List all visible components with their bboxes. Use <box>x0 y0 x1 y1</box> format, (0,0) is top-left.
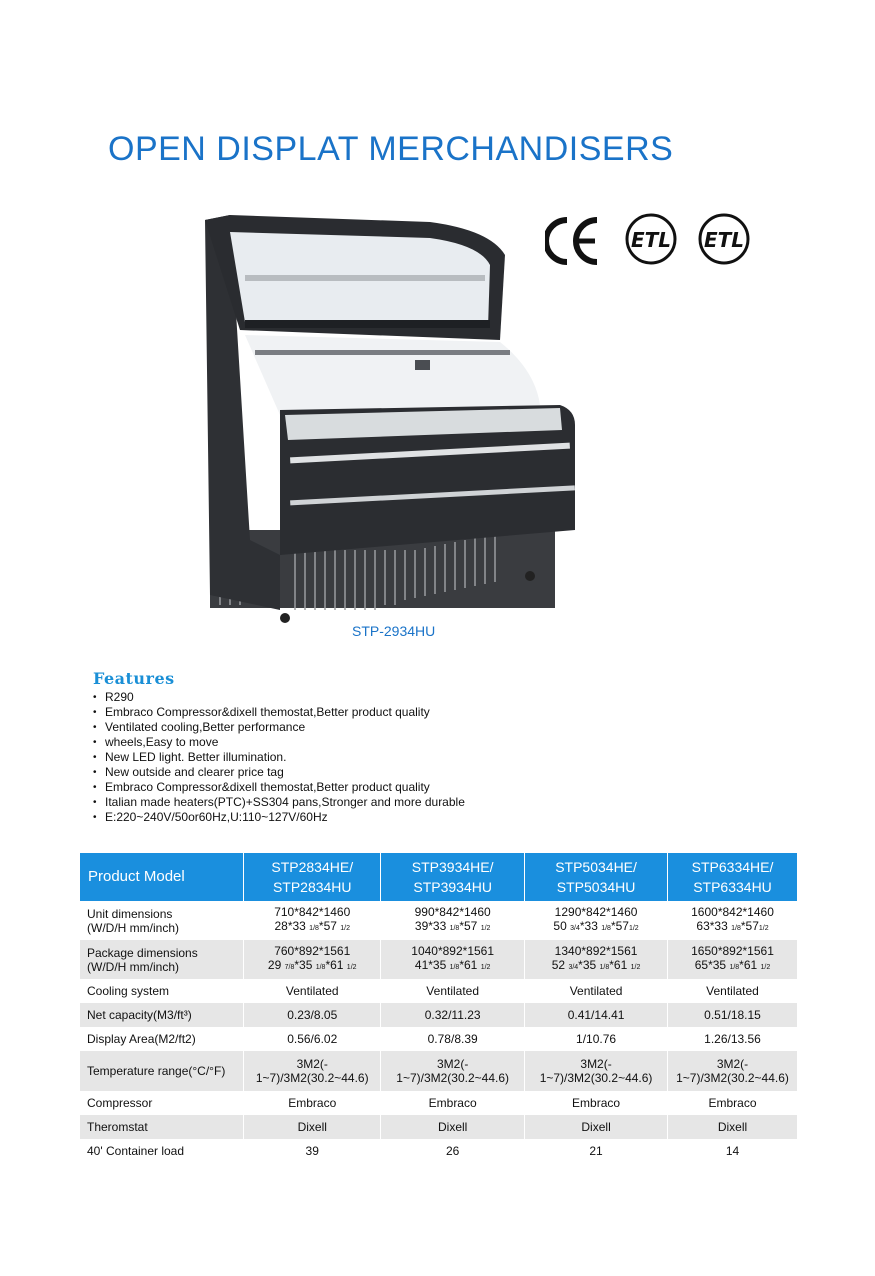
certification-logos <box>545 212 755 270</box>
features-list <box>93 690 465 825</box>
display-case-image <box>200 210 590 630</box>
svg-text:ETL: ETL <box>703 228 745 252</box>
table-row-unit-dimensions <box>80 901 798 940</box>
table-cell: Ventilated <box>244 979 381 1003</box>
table-cell: 0.23/8.05 <box>244 1003 381 1027</box>
etl-sanitation-icon <box>700 215 748 263</box>
product-caption: STP-2934HU <box>352 623 436 639</box>
table-cell: Ventilated <box>381 979 525 1003</box>
table-cell: Dixell <box>668 1115 798 1139</box>
table-cell: 3M2(- 1~7)/3M2(30.2~44.6) <box>525 1051 668 1091</box>
table-row-net-capacity <box>80 1003 798 1027</box>
table-cell: 0.32/11.23 <box>381 1003 525 1027</box>
table-cell: 39 <box>244 1139 381 1163</box>
table-cell: Dixell <box>381 1115 525 1139</box>
row-label: Compressor <box>80 1091 244 1115</box>
table-row-temperature-range <box>80 1051 798 1091</box>
row-label: Unit dimensions (W/D/H mm/inch) <box>80 901 244 940</box>
row-label: Theromstat <box>80 1115 244 1139</box>
table-cell: 1040*892*1561 41*35 1/8*61 1/2 <box>381 940 525 979</box>
table-cell: Embraco <box>381 1091 525 1115</box>
row-label: Net capacity(M3/ft³) <box>80 1003 244 1027</box>
table-cell: Embraco <box>668 1091 798 1115</box>
table-header-row <box>80 853 798 901</box>
table-cell: 1340*892*1561 52 3/4*35 1/8*61 1/2 <box>525 940 668 979</box>
table-cell: 990*842*1460 39*33 1/8*57 1/2 <box>381 901 525 940</box>
table-cell: Dixell <box>244 1115 381 1139</box>
table-row-compressor <box>80 1091 798 1115</box>
etl-listed-icon <box>627 215 675 263</box>
table-cell: 3M2(- 1~7)/3M2(30.2~44.6) <box>668 1051 798 1091</box>
table-row-container-load <box>80 1139 798 1163</box>
table-cell: 1/10.76 <box>525 1027 668 1051</box>
header-model: STP2834HE/ STP2834HU <box>244 853 381 901</box>
page-title: OPEN DISPLAT MERCHANDISERS <box>108 130 674 168</box>
table-cell: Dixell <box>525 1115 668 1139</box>
row-label: Display Area(M2/ft2) <box>80 1027 244 1051</box>
ce-mark-icon <box>546 220 597 262</box>
feature-item: • New outside and clearer price tag <box>93 765 465 780</box>
table-cell: 14 <box>668 1139 798 1163</box>
table-cell: 3M2(- 1~7)/3M2(30.2~44.6) <box>244 1051 381 1091</box>
feature-item: • R290 <box>93 690 465 705</box>
table-cell: 1290*842*1460 50 3/4*33 1/8*571/2 <box>525 901 668 940</box>
feature-item: • Embraco Compressor&dixell themostat,Better product quality <box>93 780 465 795</box>
table-cell: Embraco <box>244 1091 381 1115</box>
table-cell: 21 <box>525 1139 668 1163</box>
feature-item: • Ventilated cooling,Better performance <box>93 720 465 735</box>
header-model: STP6334HE/ STP6334HU <box>668 853 798 901</box>
feature-item: • Embraco Compressor&dixell themostat,Better product quality <box>93 705 465 720</box>
table-cell: 3M2(- 1~7)/3M2(30.2~44.6) <box>381 1051 525 1091</box>
row-label: Temperature range(°C/°F) <box>80 1051 244 1091</box>
table-row-package-dimensions <box>80 940 798 979</box>
header-model: STP3934HE/ STP3934HU <box>381 853 525 901</box>
feature-item: • Italian made heaters(PTC)+SS304 pans,Stronger and more durable <box>93 795 465 810</box>
table-row-display-area <box>80 1027 798 1051</box>
table-cell: 760*892*1561 29 7/8*35 1/8*61 1/2 <box>244 940 381 979</box>
table-cell: 0.41/14.41 <box>525 1003 668 1027</box>
table-cell: 0.51/18.15 <box>668 1003 798 1027</box>
table-cell: 1600*842*1460 63*33 1/8*571/2 <box>668 901 798 940</box>
table-row-cooling-system <box>80 979 798 1003</box>
row-label: Package dimensions (W/D/H mm/inch) <box>80 940 244 979</box>
feature-item: • E:220~240V/50or60Hz,U:110~127V/60Hz <box>93 810 465 825</box>
features-heading: Features <box>93 669 175 688</box>
header-model: STP5034HE/ STP5034HU <box>525 853 668 901</box>
table-cell: 710*842*1460 28*33 1/8*57 1/2 <box>244 901 381 940</box>
table-cell: 0.56/6.02 <box>244 1027 381 1051</box>
table-cell: 1.26/13.56 <box>668 1027 798 1051</box>
feature-item: • wheels,Easy to move <box>93 735 465 750</box>
table-cell: 0.78/8.39 <box>381 1027 525 1051</box>
table-cell: Embraco <box>525 1091 668 1115</box>
row-label: 40' Container load <box>80 1139 244 1163</box>
table-cell: 1650*892*1561 65*35 1/8*61 1/2 <box>668 940 798 979</box>
table-cell: 26 <box>381 1139 525 1163</box>
table-row-thermostat <box>80 1115 798 1139</box>
table-cell: Ventilated <box>525 979 668 1003</box>
specifications-table <box>80 853 798 1163</box>
row-label: Cooling system <box>80 979 244 1003</box>
table-cell: Ventilated <box>668 979 798 1003</box>
header-product-model: Product Model <box>80 853 244 901</box>
svg-text:ETL: ETL <box>630 228 672 252</box>
feature-item: • New LED light. Better illumination. <box>93 750 465 765</box>
